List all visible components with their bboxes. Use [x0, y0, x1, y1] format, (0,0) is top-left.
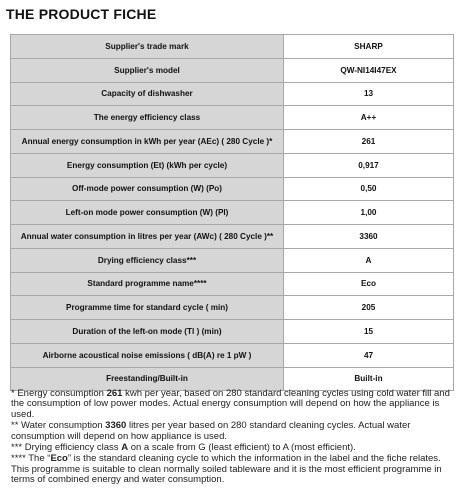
row-label-left-on-power: Left-on mode power consumption (W) (Pl) — [11, 201, 284, 225]
table-row — [11, 296, 454, 320]
row-value-trade-mark: SHARP — [284, 35, 454, 59]
table-row — [11, 320, 454, 344]
footnote-drying-suffix: on a scale from G (least efficient) to A (most efficient). — [128, 442, 356, 454]
row-label-noise: Airborne acoustical noise emissions ( dB(A) re 1 pW ) — [11, 343, 284, 367]
row-label-trade-mark: Supplier's trade mark — [11, 35, 284, 59]
row-label-installation: Freestanding/Built-in — [11, 367, 284, 391]
table-row — [11, 153, 454, 177]
table-row — [11, 343, 454, 367]
table-row — [11, 225, 454, 249]
table-row — [11, 130, 454, 154]
footnote-water — [11, 421, 457, 442]
footnote-water-value: 3360 — [105, 420, 127, 432]
row-value-annual-energy: 261 — [284, 130, 454, 154]
row-value-noise: 47 — [284, 343, 454, 367]
row-label-programme-time: Programme time for standard cycle ( min) — [11, 296, 284, 320]
row-label-energy-class: The energy efficiency class — [11, 106, 284, 130]
row-value-installation: Built-in — [284, 367, 454, 391]
footnote-energy-value: 261 — [106, 388, 123, 399]
table-row — [11, 177, 454, 201]
table-row — [11, 58, 454, 82]
footnote-drying-prefix: *** Drying efficiency class — [11, 442, 122, 454]
row-value-left-on-duration: 15 — [284, 320, 454, 344]
footnote-drying — [11, 443, 457, 453]
row-value-model: QW-NI14I47EX — [284, 58, 454, 82]
footnote-energy-suffix: kwh per year, based on 280 standard cleaning cycles using cold water fill and the consumption of low power modes. Actual energy consumption will depend on how the appliance is used. — [11, 388, 450, 420]
row-value-drying-class: A — [284, 248, 454, 272]
row-label-programme-name: Standard programme name**** — [11, 272, 284, 296]
footnote-drying-value: A — [121, 442, 129, 454]
row-label-annual-energy: Annual energy consumption in kWh per year (AEc) ( 280 Cycle )* — [11, 130, 284, 154]
footnote-eco-suffix: ” is the standard cleaning cycle to which the information in the label and the fiche relates. This programme is suitable to clean normally soiled tableware and it is the most efficient programme in terms of combined energy and water consumption. — [11, 453, 442, 486]
row-value-annual-water: 3360 — [284, 225, 454, 249]
row-label-capacity: Capacity of dishwasher — [11, 82, 284, 106]
table-row — [11, 82, 454, 106]
footnote-eco-value: Eco — [50, 453, 68, 465]
row-label-model: Supplier's model — [11, 58, 284, 82]
table-row — [11, 272, 454, 296]
row-value-programme-name: Eco — [284, 272, 454, 296]
footnote-water-suffix: litres per year based on 280 standard cleaning cycles. Actual water consumption will depend on how appliance is used. — [11, 420, 411, 442]
table-row — [11, 248, 454, 272]
row-value-left-on-power: 1,00 — [284, 201, 454, 225]
row-value-energy-class: A++ — [284, 106, 454, 130]
row-label-drying-class: Drying efficiency class*** — [11, 248, 284, 272]
footnote-energy-prefix: * Energy consumption — [11, 388, 107, 399]
product-fiche-table — [10, 34, 454, 391]
table-row — [11, 201, 454, 225]
row-value-off-mode-power: 0,50 — [284, 177, 454, 201]
page-title: THE PRODUCT FICHE — [6, 6, 157, 22]
footnotes — [11, 389, 457, 487]
row-value-programme-time: 205 — [284, 296, 454, 320]
table-row — [11, 35, 454, 59]
footnote-eco — [11, 454, 457, 485]
table-row — [11, 106, 454, 130]
footnote-eco-prefix: **** The “ — [11, 453, 51, 465]
row-label-left-on-duration: Duration of the left-on mode (Tl ) (min) — [11, 320, 284, 344]
row-label-off-mode-power: Off-mode power consumption (W) (Po) — [11, 177, 284, 201]
row-value-energy-per-cycle: 0,917 — [284, 153, 454, 177]
row-label-annual-water: Annual water consumption in litres per year (AWc) ( 280 Cycle )** — [11, 225, 284, 249]
row-label-energy-per-cycle: Energy consumption (Et) (kWh per cycle) — [11, 153, 284, 177]
footnote-water-prefix: ** Water consumption — [11, 420, 106, 432]
row-value-capacity: 13 — [284, 82, 454, 106]
footnote-energy — [11, 389, 457, 420]
